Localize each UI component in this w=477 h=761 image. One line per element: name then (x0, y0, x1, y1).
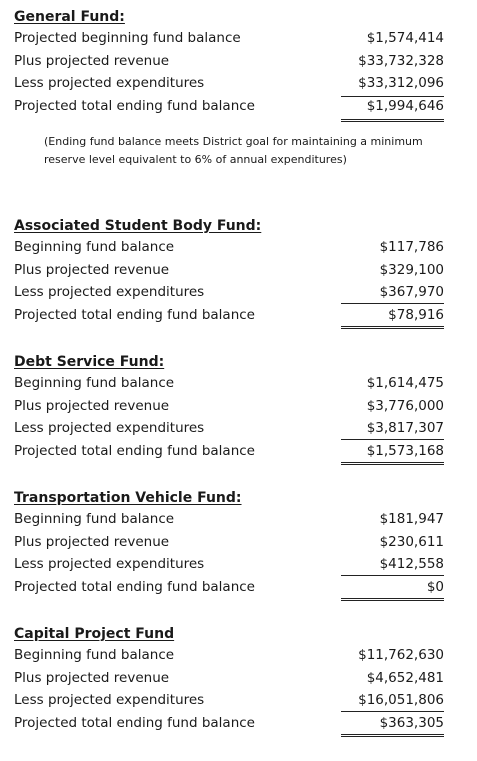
capital-project-fund-section (14, 624, 444, 734)
row-label: Less projected expenditures (14, 284, 205, 300)
row-label: Projected total ending fund balance (14, 306, 255, 323)
ending-balance-row (14, 576, 444, 599)
revenue-row (14, 667, 444, 690)
row-amount: $181,947 (379, 511, 444, 527)
row-amount: $4,652,481 (366, 669, 444, 686)
capital-project-fund-title: Capital Project Fund (14, 626, 175, 642)
row-amount: $367,970 (379, 284, 444, 300)
row-label: Less projected expenditures (14, 420, 205, 436)
row-amount: $1,574,414 (366, 30, 444, 46)
row-label: Beginning fund balance (14, 511, 175, 527)
row-amount: $3,817,307 (366, 420, 444, 436)
row-amount: $412,558 (379, 556, 444, 572)
ending-balance-row (14, 95, 444, 118)
revenue-row (14, 395, 444, 418)
row-amount: $329,100 (379, 261, 444, 278)
expenditures-row (14, 689, 444, 712)
row-label: Beginning fund balance (14, 239, 175, 255)
beginning-balance-row (14, 372, 444, 395)
expenditures-row (14, 417, 444, 440)
asb-fund-title: Associated Student Body Fund: (14, 218, 262, 234)
row-amount: $1,573,168 (366, 442, 444, 459)
row-label: Less projected expenditures (14, 692, 205, 708)
expenditures-row (14, 281, 444, 304)
row-label: Projected beginning fund balance (14, 30, 241, 46)
revenue-row (14, 50, 444, 73)
beginning-balance-row (14, 644, 444, 667)
revenue-row (14, 259, 444, 282)
row-label: Beginning fund balance (14, 375, 175, 391)
row-label: Plus projected revenue (14, 669, 170, 686)
general-fund-title: General Fund: (14, 9, 125, 25)
row-amount: $33,732,328 (358, 52, 444, 69)
total-double-rule (341, 734, 444, 737)
total-double-rule (341, 462, 444, 465)
general-fund-section (14, 7, 444, 117)
row-label: Beginning fund balance (14, 647, 175, 663)
debt-service-fund-section (14, 352, 444, 462)
row-label: Projected total ending fund balance (14, 97, 255, 114)
row-amount: $11,762,630 (358, 647, 444, 663)
beginning-balance-row (14, 508, 444, 531)
row-amount: $33,312,096 (358, 75, 444, 91)
row-label: Plus projected revenue (14, 261, 170, 278)
transportation-fund-section (14, 488, 444, 598)
row-amount: $3,776,000 (366, 397, 444, 414)
row-label: Plus projected revenue (14, 397, 170, 414)
row-label: Projected total ending fund balance (14, 442, 255, 459)
row-label: Plus projected revenue (14, 533, 170, 550)
row-label: Less projected expenditures (14, 75, 205, 91)
asb-fund-section (14, 216, 444, 326)
row-amount: $1,994,646 (366, 97, 444, 114)
row-amount: $363,305 (379, 714, 444, 731)
ending-balance-row (14, 440, 444, 463)
ending-balance-row (14, 304, 444, 327)
row-label: Less projected expenditures (14, 556, 205, 572)
beginning-balance-row (14, 236, 444, 259)
row-label: Projected total ending fund balance (14, 714, 255, 731)
total-double-rule (341, 598, 444, 601)
row-amount: $0 (426, 578, 444, 595)
row-amount: $117,786 (379, 239, 444, 255)
beginning-balance-row (14, 27, 444, 50)
ending-balance-row (14, 712, 444, 735)
expenditures-row (14, 72, 444, 95)
expenditures-row (14, 553, 444, 576)
row-amount: $1,614,475 (366, 375, 444, 391)
row-amount: $78,916 (388, 306, 444, 323)
transportation-fund-title: Transportation Vehicle Fund: (14, 490, 242, 506)
revenue-row (14, 531, 444, 554)
row-amount: $230,611 (379, 533, 444, 550)
row-label: Projected total ending fund balance (14, 578, 255, 595)
total-double-rule (341, 326, 444, 329)
total-double-rule (341, 119, 444, 122)
row-label: Plus projected revenue (14, 52, 170, 69)
row-amount: $16,051,806 (358, 692, 444, 708)
debt-service-fund-title: Debt Service Fund: (14, 354, 165, 370)
reserve-note: (Ending fund balance meets District goal for maintaining a minimum reserve level equivalent to 6% of annual expenditures) (44, 135, 423, 166)
